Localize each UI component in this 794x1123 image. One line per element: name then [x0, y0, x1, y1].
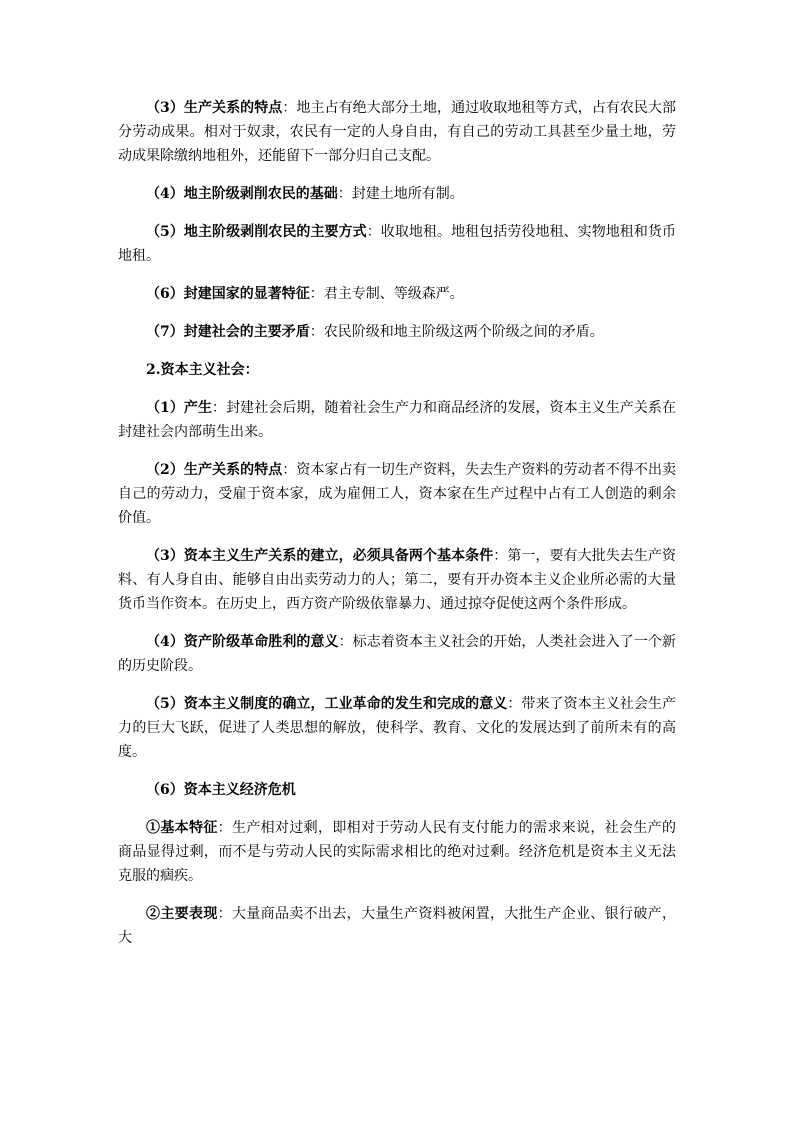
paragraph-heading: （3）生产关系的特点 [146, 100, 283, 116]
paragraph-feudal-5 [118, 220, 676, 268]
section-heading-capitalism [118, 358, 676, 382]
paragraph-crisis-manifestation [118, 902, 676, 950]
paragraph-feudal-3 [118, 96, 676, 168]
paragraph-heading: （4）地主阶级剥削农民的基础 [146, 186, 338, 202]
paragraph-heading: （5）资本主义制度的确立，工业革命的发生和完成的意义 [146, 696, 508, 712]
paragraph-text: ：封建土地所有制。 [337, 186, 464, 202]
paragraph-text: ：封建社会后期，随着社会生产力和商品经济的发展，资本主义生产关系在封建社会内部萌生出来。 [118, 400, 676, 440]
paragraph-text: ：农民阶级和地主阶级这两个阶级之间的矛盾。 [309, 324, 604, 340]
paragraph-heading: （6）封建国家的显著特征 [146, 286, 310, 302]
paragraph-capital-2 [118, 458, 676, 530]
paragraph-heading: （7）封建社会的主要矛盾 [146, 324, 310, 340]
paragraph-heading: （3）资本主义生产关系的建立，必须具备两个基本条件 [146, 548, 494, 564]
paragraph-feudal-7 [118, 320, 676, 344]
paragraph-capital-3 [118, 544, 676, 616]
paragraph-text: ：君主专制、等级森严。 [309, 286, 464, 302]
paragraph-capital-4 [118, 630, 676, 678]
paragraph-feudal-4 [118, 182, 676, 206]
paragraph-text: ：生产相对过剩，即相对于劳动人民有支付能力的需求来说，社会生产的商品显得过剩，而不是与劳动人民的实际需求相比的绝对过剩。经济危机是资本主义无法克服的痼疾。 [118, 820, 677, 884]
paragraph-text: ：带来了资本主义社会生产力的巨大飞跃，促进了人类思想的解放，使科学、教育、文化的发展达到了前所未有的高度。 [118, 696, 676, 760]
paragraph-heading: ②主要表现 [146, 906, 218, 922]
paragraph-text: ：大量商品卖不出去，大量生产资料被闲置，大批生产企业、银行破产，大 [118, 906, 677, 946]
paragraph-text: ：收取地租。地租包括劳役地租、实物地租和货币地租。 [118, 224, 676, 264]
paragraph-heading: （6）资本主义经济危机 [146, 782, 296, 798]
paragraph-heading: （2）生产关系的特点 [146, 462, 283, 478]
paragraph-feudal-6 [118, 282, 676, 306]
paragraph-heading: （4）资产阶级革命胜利的意义 [146, 634, 339, 650]
paragraph-heading: ①基本特征 [146, 820, 218, 836]
paragraph-text: ：第一，要有大批失去生产资料、有人身自由、能够自由出卖劳动力的人；第二，要有开办资本主义企业所必需的大量货币当作资本。在历史上，西方资产阶级依靠暴力、通过掠夺促使这两个条件形成。 [118, 548, 676, 612]
paragraph-capital-1 [118, 396, 676, 444]
paragraph-crisis-feature [118, 816, 676, 888]
paragraph-capital-5 [118, 692, 676, 764]
paragraph-capital-6 [118, 778, 676, 802]
section-title: 2.资本主义社会： [146, 362, 259, 378]
paragraph-heading: （1）产生 [146, 400, 213, 416]
paragraph-text: ：标志着资本主义社会的开始，人类社会进入了一个新的历史阶段。 [118, 634, 676, 674]
paragraph-text: ：资本家占有一切生产资料，失去生产资料的劳动者不得不出卖自己的劳动力，受雇于资本家，成为雇佣工人，资本家在生产过程中占有工人创造的剩余价值。 [118, 462, 676, 526]
paragraph-heading: （5）地主阶级剥削农民的主要方式 [146, 224, 367, 240]
paragraph-text: ：地主占有绝大部分土地，通过收取地租等方式，占有农民大部分劳动成果。相对于奴隶，农民有一定的人身自由，有自己的劳动工具甚至少量土地，劳动成果除缴纳地租外，还能留下一部分归自己支配。 [118, 100, 676, 164]
